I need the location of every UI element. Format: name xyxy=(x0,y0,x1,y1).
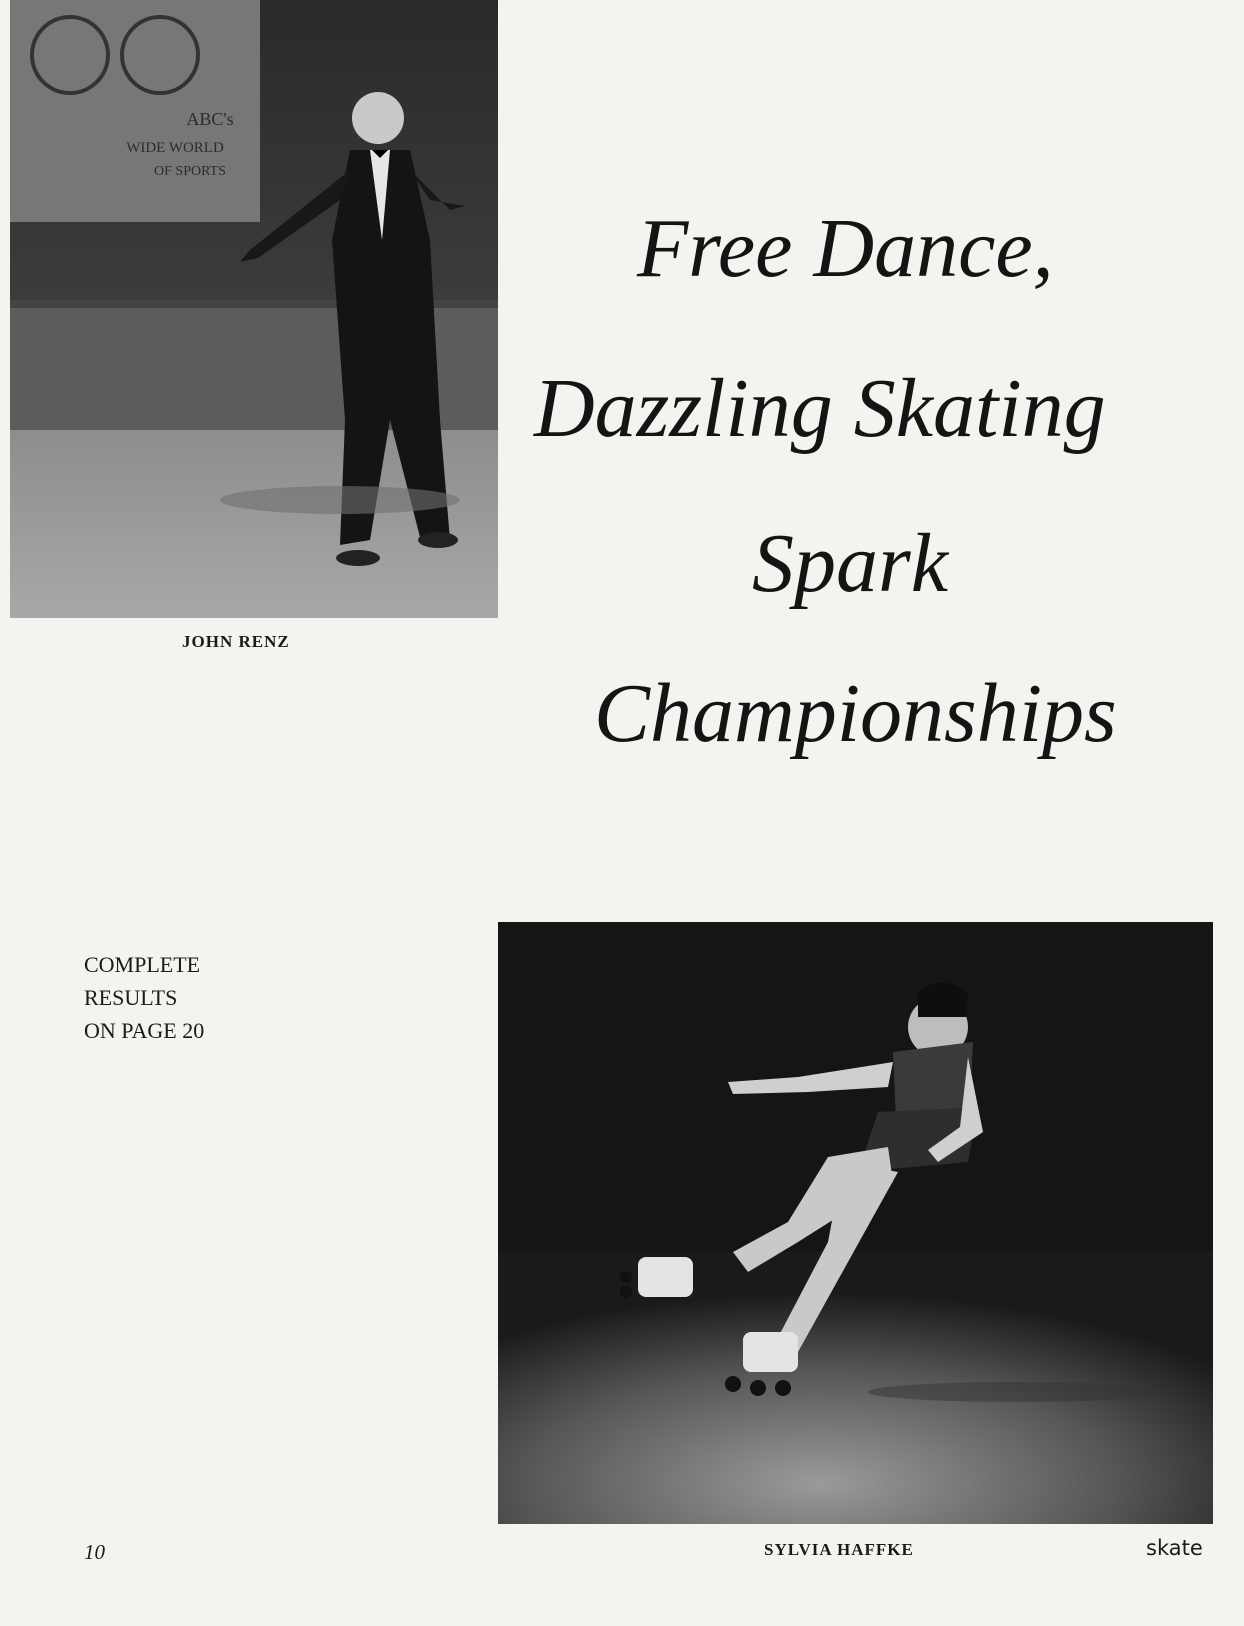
banner-text-line-1: ABC's xyxy=(186,109,234,129)
results-note-line-1: COMPLETE xyxy=(84,952,201,977)
caption-sylvia-haffke: SYLVIA HAFFKE xyxy=(764,1540,914,1559)
skater-photo-image xyxy=(10,0,498,618)
magazine-name: skate xyxy=(1146,1536,1203,1560)
results-note-line-2: RESULTS xyxy=(84,985,178,1010)
headline-line-4: Championships xyxy=(594,667,1117,760)
photo-sylvia-haffke xyxy=(498,922,1213,1524)
results-note xyxy=(84,948,204,1047)
banner-text-line-2: WIDE WORLD xyxy=(126,140,224,156)
headline-line-1: Free Dance, xyxy=(637,202,1054,295)
page-number: 10 xyxy=(84,1540,105,1564)
caption-john-renz: JOHN RENZ xyxy=(182,632,290,651)
skater-photo-image xyxy=(498,922,1213,1524)
headline-line-2: Dazzling Skating xyxy=(534,362,1106,455)
photo-john-renz xyxy=(10,0,498,618)
banner-text-line-3: OF SPORTS xyxy=(154,164,226,179)
headline-line-3: Spark xyxy=(752,517,948,610)
results-note-line-3: ON PAGE 20 xyxy=(84,1018,205,1043)
